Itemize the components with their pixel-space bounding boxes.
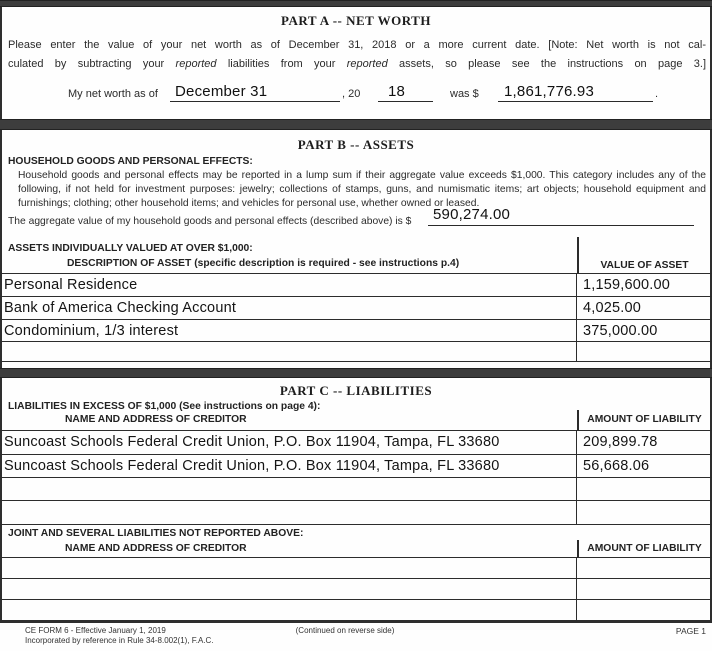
aggregate-value-label: The aggregate value of my household goods and personal effects (described above) is $ <box>8 216 412 227</box>
reported-italic-1: reported <box>175 58 217 70</box>
liabilities-header-divider <box>577 410 579 430</box>
asset-value: 1,159,600.00 <box>583 277 671 293</box>
assets-header-divider <box>577 237 579 273</box>
asset-value: 375,000.00 <box>583 323 658 339</box>
joint-header-divider <box>577 540 579 557</box>
net-worth-year-field <box>378 83 433 102</box>
liability-amount: 56,668.06 <box>583 458 650 474</box>
footer-page-number: PAGE 1 <box>675 626 706 636</box>
creditor-name: Suncoast Schools Federal Credit Union, P.O. Box 11904, Tampa, FL 33680 <box>4 458 500 474</box>
assets-description-column-header: DESCRIPTION OF ASSET (specific description is required - see instructions p.4) <box>67 258 460 269</box>
footer-continued-note: (Continued on reverse side) <box>295 626 395 635</box>
year-prefix-label: , 20 <box>342 88 361 100</box>
liabilities-table <box>0 430 712 525</box>
footer-form-id-line: CE FORM 6 - Effective January 1, 2019 <box>25 626 166 635</box>
assets-table <box>0 273 712 362</box>
part-a-b-separator-band <box>0 119 712 130</box>
liability-amount-column-header: AMOUNT OF LIABILITY <box>587 414 702 425</box>
asset-value: 4,025.00 <box>583 300 642 316</box>
liability-row <box>0 431 712 455</box>
asset-description: Condominium, 1/3 interest <box>4 323 179 339</box>
net-worth-year-value: 18 <box>388 83 406 100</box>
joint-liability-row-empty <box>0 600 712 621</box>
creditor-name: Suncoast Schools Federal Credit Union, P.O. Box 11904, Tampa, FL 33680 <box>4 434 500 450</box>
household-goods-line1: Household goods and personal effects may be reported in a lump sum if their aggregate value exceeds $1,000. This category includes any of the <box>18 170 706 181</box>
joint-amount-column-header: AMOUNT OF LIABILITY <box>587 543 702 554</box>
sentence-period: . <box>655 88 659 100</box>
net-worth-date-field <box>170 83 340 102</box>
joint-creditor-column-header: NAME AND ADDRESS OF CREDITOR <box>65 543 247 554</box>
part-a-title: PART A -- NET WORTH <box>281 13 431 28</box>
joint-liabilities-heading: JOINT AND SEVERAL LIABILITIES NOT REPORTED ABOVE: <box>8 528 304 539</box>
amount-label: was $ <box>450 88 479 100</box>
liabilities-heading: LIABILITIES IN EXCESS OF $1,000 (See instructions on page 4): <box>8 401 321 412</box>
joint-liability-row-empty <box>0 558 712 579</box>
asset-description: Personal Residence <box>4 277 138 293</box>
part-b-c-separator-band <box>0 368 712 378</box>
liability-amount: 209,899.78 <box>583 434 658 450</box>
joint-liability-row-empty <box>0 579 712 600</box>
liability-row <box>0 455 712 478</box>
part-b-title: PART B -- ASSETS <box>297 137 415 152</box>
liability-row-empty <box>0 501 712 525</box>
net-worth-date-value: December 31 <box>175 83 268 100</box>
part-a-instructions-line2: culated by subtracting your reported liabilities from your reported assets, so please see the instructions on page 3.] <box>8 58 706 70</box>
household-goods-line3: furnishings; clothing; other household items; and vehicles for personal use, whether owned or leased. <box>18 198 480 209</box>
assets-value-column-header: VALUE OF ASSET <box>600 260 689 271</box>
household-goods-line2: following, if not held for investment purposes: jewelry; collections of stamps, guns, and numismatic items; art objects; household equipment and <box>18 184 706 195</box>
asset-row <box>0 274 712 297</box>
liability-row-empty <box>0 478 712 501</box>
aggregate-value: 590,274.00 <box>433 206 511 223</box>
net-worth-label: My net worth as of <box>68 88 158 100</box>
part-a-instructions-line1: Please enter the value of your net worth as of December 31, 2018 or a more current date. [Note: Net worth is not cal- <box>8 39 706 51</box>
assets-heading: ASSETS INDIVIDUALLY VALUED AT OVER $1,000: <box>8 243 253 254</box>
asset-description: Bank of America Checking Account <box>4 300 237 316</box>
net-worth-amount-value: 1,861,776.93 <box>504 83 594 100</box>
asset-row <box>0 320 712 342</box>
creditor-column-header: NAME AND ADDRESS OF CREDITOR <box>65 414 247 425</box>
part-c-title: PART C -- LIABILITIES <box>279 383 433 398</box>
asset-row <box>0 297 712 320</box>
top-separator-band <box>0 0 712 7</box>
aggregate-value-field <box>428 207 694 226</box>
footer-rule-reference: Incorporated by reference in Rule 34-8.002(1), F.A.C. <box>25 636 214 645</box>
joint-liabilities-table <box>0 557 712 621</box>
asset-row-empty <box>0 342 712 362</box>
household-goods-heading: HOUSEHOLD GOODS AND PERSONAL EFFECTS: <box>8 156 253 167</box>
net-worth-amount-field <box>498 83 653 102</box>
reported-italic-2: reported <box>346 58 388 70</box>
